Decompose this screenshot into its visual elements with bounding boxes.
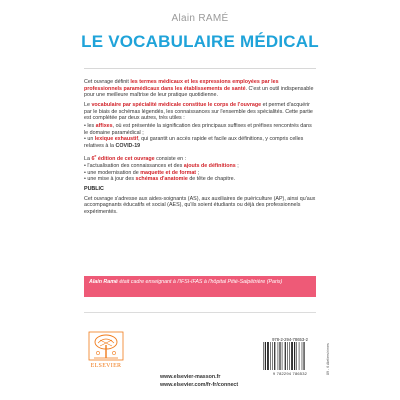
list-item: • un lexique exhaustif, qui garantit un accès rapide et facile aux définitions, y compris celles relatives à la COVID-19 [84, 136, 304, 149]
list-item: • l'actualisation des connaissances et des ajouts de définitions ; [84, 163, 239, 170]
edition-list [84, 163, 316, 183]
isbn: 978-2-294-78653-2 [272, 337, 308, 342]
list-item: • une mise à jour des schémas d'anatomie de tête de chapitre. [84, 176, 236, 183]
author-bio-box [84, 276, 316, 297]
public-paragraph: Cet ouvrage s'adresse aux aides-soignants (AS), aux auxiliaires de puériculture (AP), ainsi qu'aux accompagnants éducatifs et social (AES), qu'ils soient étudiants ou déjà des professionnels expérimentés. [84, 195, 316, 216]
author-bio-name: Alain Ramé [89, 279, 118, 285]
barcode [262, 342, 318, 370]
corpus-paragraph: Le vocabulaire par spécialité médicale constitue le corps de l'ouvrage et permet d'acquérir par le biais de schémas légendés, les connaissances sur l'ensemble des spécialités. Cette partie est complétée par deux autres, très utiles : [84, 102, 313, 122]
publisher-links [160, 373, 252, 389]
elsevier-tree-logo [88, 331, 124, 361]
author-bio-text: était cadre enseignant à l'IFSI-IFAS à l'hôpital Pitié-Salpêtrière (Paris) [117, 279, 283, 285]
book-title: LE VOCABULAIRE MÉDICAL [81, 32, 319, 51]
list-item: • une modernisation de maquette et de format ; [84, 169, 200, 176]
author-name: Alain RAMÉ [171, 13, 229, 24]
back-cover [64, 0, 336, 400]
edition-paragraph: La 6e édition de cet ouvrage consiste en : [84, 153, 187, 162]
publisher-link-1[interactable]: www.elsevier-masson.fr [160, 374, 221, 380]
title-divider [84, 68, 316, 69]
list-item: • les affixes, où est présentée la signification des principaux suffixes et préfixes rencontrés dans le domaine paramédical ; [84, 122, 312, 136]
footer-divider [84, 312, 316, 313]
blurb [84, 79, 316, 219]
publisher-name: ELSEVIER [90, 363, 122, 369]
intro-paragraph: Cet ouvrage définit les termes médicaux et les expressions employées par les professionnels paramédicaux dans les établissements de santé. C'est un outil indispensable pour une meilleure maîtrise de leur pratique quotidienne. [84, 79, 314, 99]
publisher-link-2[interactable]: www.elsevier.com/fr-fr/connect [160, 382, 239, 388]
public-heading: PUBLIC [84, 186, 104, 193]
corpus-list [84, 123, 316, 149]
product-code: 89 - 6 Ateliers/rimes [326, 343, 330, 375]
barcode-number: 9 782294 786532 [272, 371, 308, 376]
